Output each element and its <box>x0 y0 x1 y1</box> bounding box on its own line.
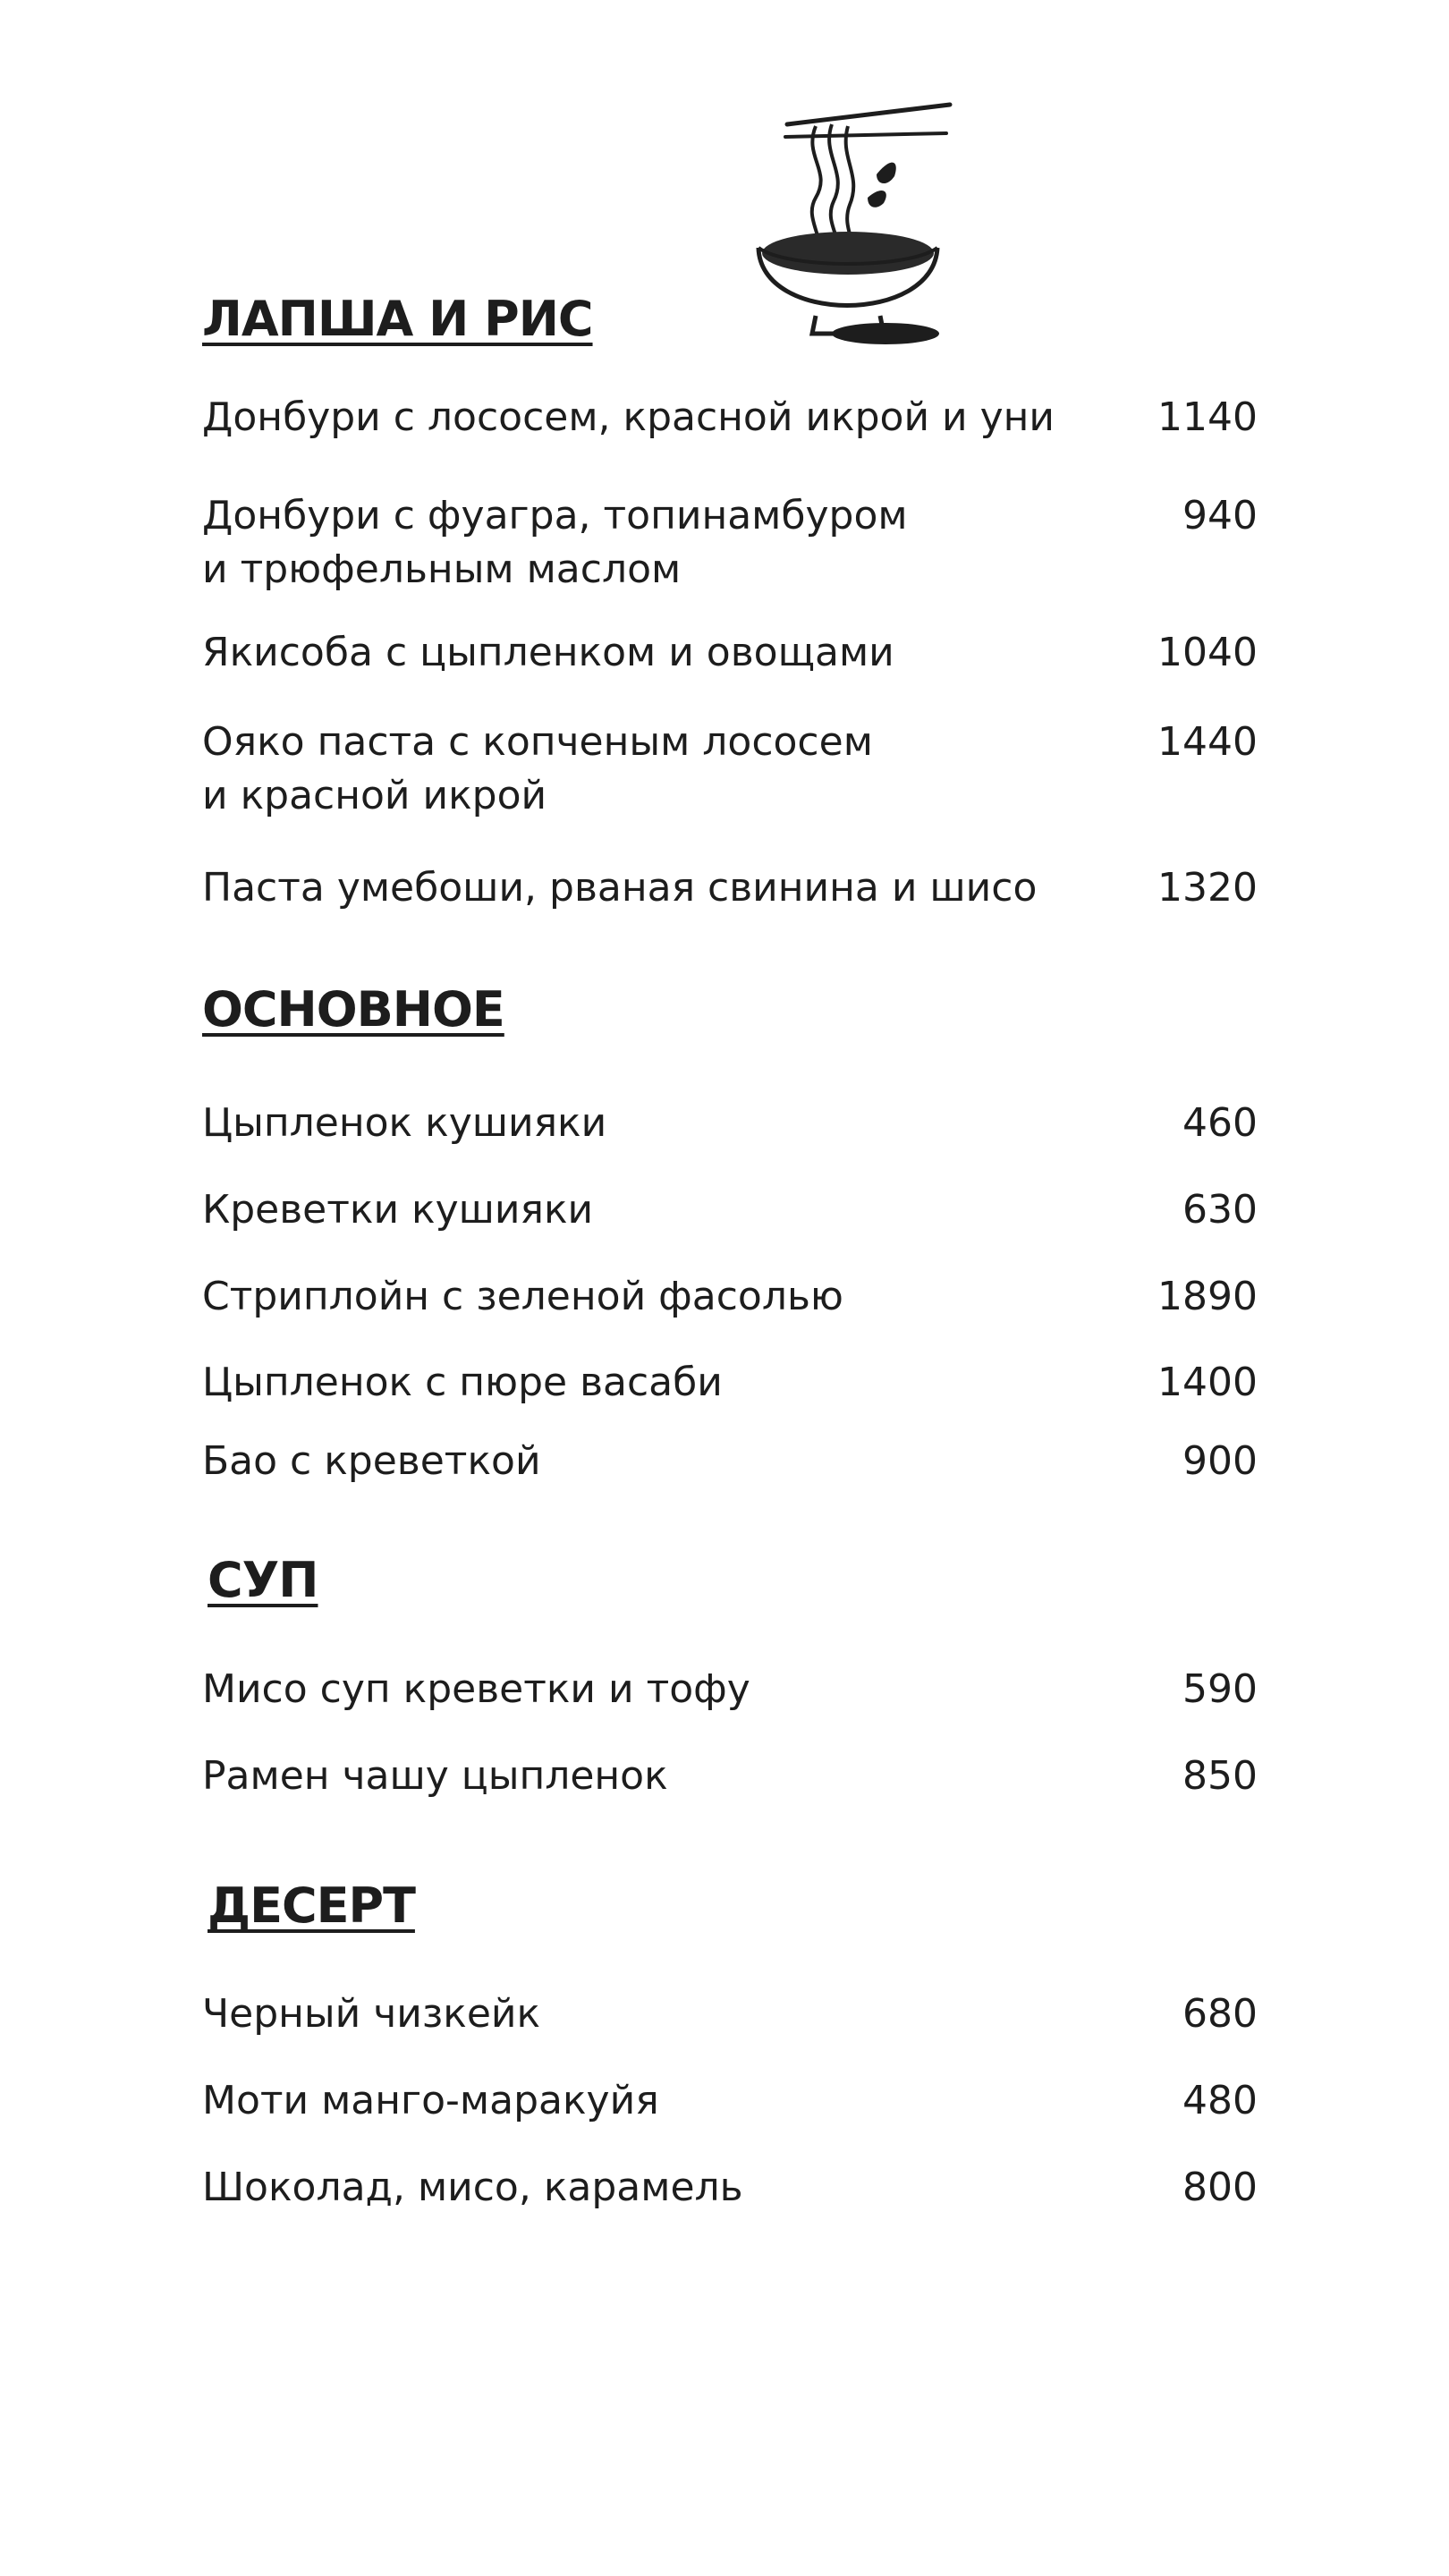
menu-item-name: Донбури с фуагра, топинамбуром и трюфельным маслом <box>202 493 908 592</box>
menu-item-price: 940 <box>1182 493 1258 538</box>
menu-item-price: 1320 <box>1157 865 1258 911</box>
menu-item <box>202 716 1258 823</box>
menu-item-name: Донбури с лососем, красной икрой и уни <box>202 394 1055 440</box>
menu-item <box>202 1270 1258 1324</box>
menu-item-name: Цыпленок с пюре васаби <box>202 1360 723 1405</box>
menu-item-price: 1440 <box>1157 719 1258 765</box>
menu-item-name: Стриплойн с зеленой фасолью <box>202 1274 843 1319</box>
menu-item-name: Паста умебоши, рваная свинина и шисо <box>202 865 1038 911</box>
menu-item <box>202 1435 1258 1488</box>
menu-item-price: 680 <box>1182 1991 1258 2037</box>
menu-item-name: Черный чизкейк <box>202 1991 541 2037</box>
noodle-bowl-icon <box>733 94 957 353</box>
menu-item-price: 630 <box>1182 1187 1258 1233</box>
section-title-noodles-rice: ЛАПША И РИС <box>202 291 593 347</box>
menu-item-name: Шоколад, мисо, карамель <box>202 2165 743 2210</box>
menu-item-price: 460 <box>1182 1100 1258 1146</box>
menu-item <box>202 2161 1258 2215</box>
menu-item-name: Мисо суп креветки и тофу <box>202 1666 750 1712</box>
menu-item-price: 590 <box>1182 1666 1258 1712</box>
menu-item-price: 800 <box>1182 2165 1258 2210</box>
menu-item-price: 900 <box>1182 1438 1258 1484</box>
menu-item-name: Якисоба с цыпленком и овощами <box>202 630 894 675</box>
menu-item <box>202 626 1258 680</box>
menu-item <box>202 1987 1258 2041</box>
menu-item <box>202 1183 1258 1237</box>
menu-item-price: 1140 <box>1157 394 1258 440</box>
menu-item-name: Бао с креветкой <box>202 1438 541 1484</box>
menu-item-price: 850 <box>1182 1753 1258 1799</box>
menu-item-price: 480 <box>1182 2078 1258 2123</box>
section-title-soup: СУП <box>208 1552 318 1608</box>
menu-item-name: Ояко паста с копченым лососем и красной икрой <box>202 719 873 818</box>
menu-item <box>202 1356 1258 1410</box>
menu-item <box>202 1097 1258 1150</box>
menu-item-name: Цыпленок кушияки <box>202 1100 607 1146</box>
menu-item <box>202 489 1258 597</box>
menu-item-price: 1890 <box>1157 1274 1258 1319</box>
section-title-main: ОСНОВНОЕ <box>202 981 504 1038</box>
menu-item <box>202 1750 1258 1803</box>
menu-item <box>202 2074 1258 2128</box>
menu-item <box>202 391 1258 445</box>
section-title-dessert: ДЕСЕРТ <box>208 1877 415 1934</box>
menu-item-name: Креветки кушияки <box>202 1187 594 1233</box>
menu-item-price: 1040 <box>1157 630 1258 675</box>
menu-item-price: 1400 <box>1157 1360 1258 1405</box>
menu-item-name: Моти манго-маракуйя <box>202 2078 659 2123</box>
menu-item <box>202 1663 1258 1716</box>
menu-item <box>202 861 1258 915</box>
menu-item-name: Рамен чашу цыпленок <box>202 1753 668 1799</box>
